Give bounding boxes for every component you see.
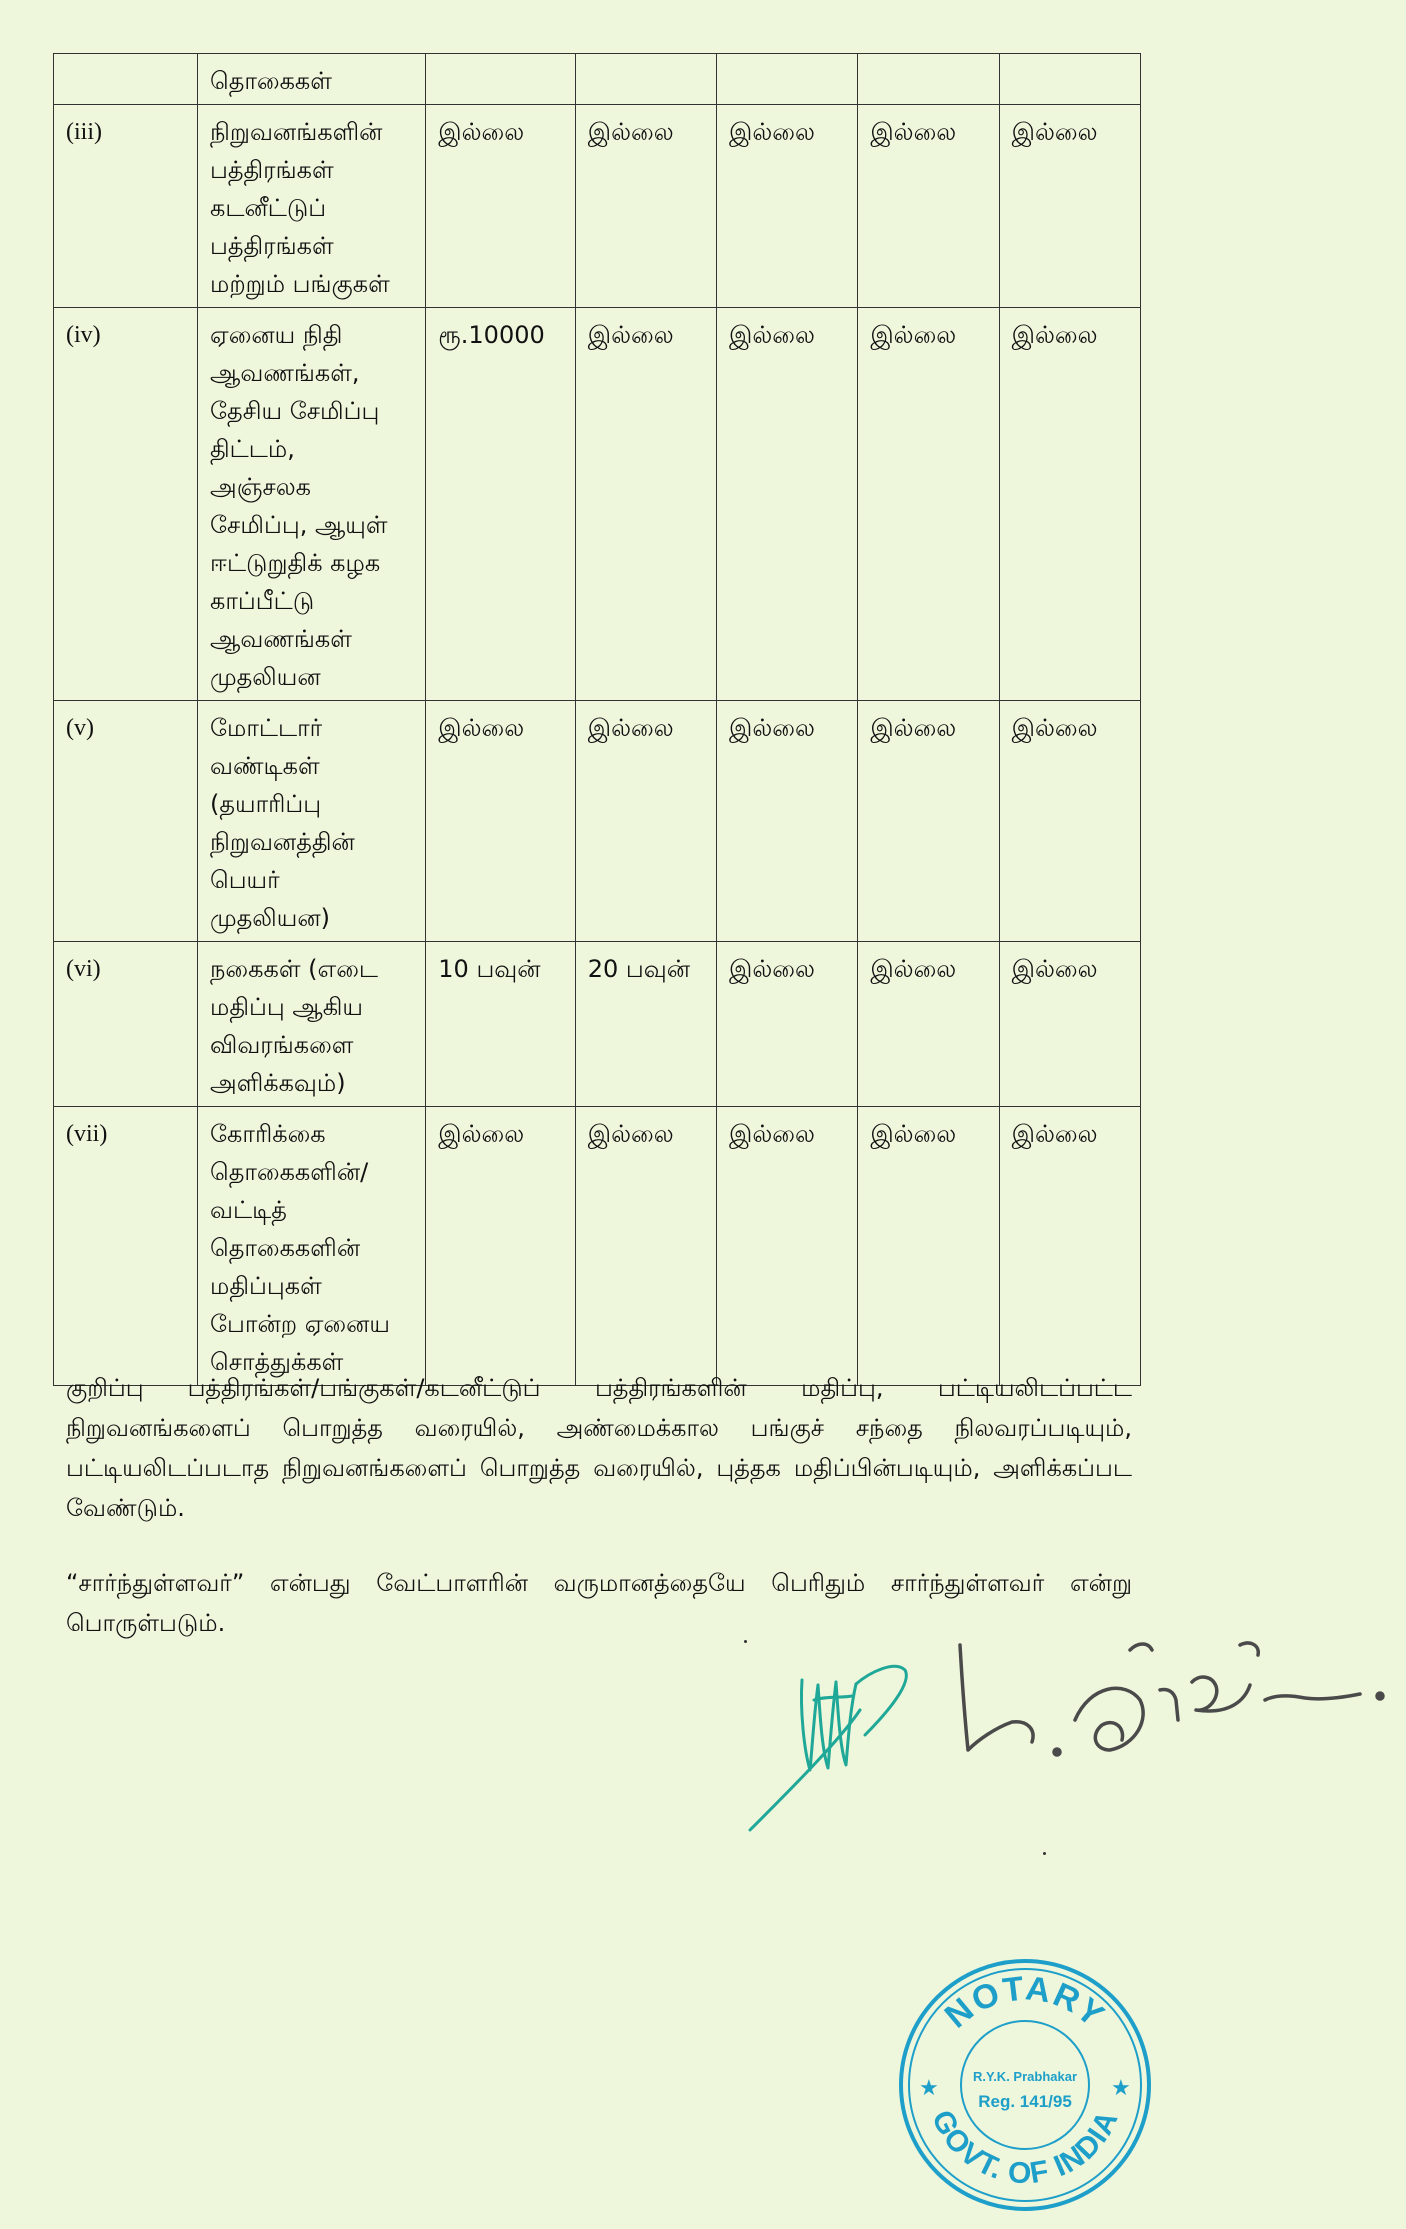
description-line: பெயர் xyxy=(210,866,280,894)
description-line: ஆவணங்கள், xyxy=(210,359,360,387)
value-cell: இல்லை xyxy=(717,308,858,701)
row-number-cell: (vii) xyxy=(54,1107,198,1386)
stamp-name: R.Y.K. Prabhakar xyxy=(972,2069,1078,2084)
description-line: காப்பீட்டு xyxy=(210,587,315,615)
row-description-cell xyxy=(198,1107,426,1386)
stamp-star-right: ★ xyxy=(1111,2076,1131,2101)
description-line: ஏனைய நிதி xyxy=(210,321,343,349)
row-number-cell: (vi) xyxy=(54,942,198,1107)
value-cell: இல்லை xyxy=(999,308,1140,701)
description-line: சொத்துக்கள் xyxy=(210,1348,344,1376)
signatures xyxy=(730,1600,1406,1900)
row-number-cell: (iv) xyxy=(54,308,198,701)
table-row xyxy=(54,942,1141,1107)
value-cell: இல்லை xyxy=(717,105,858,308)
value-cell: இல்லை xyxy=(426,701,575,942)
notary-stamp xyxy=(895,1955,1155,2215)
description-line: முதலியன) xyxy=(210,904,330,932)
dark-signature xyxy=(960,1643,1383,1755)
description-line: சேமிப்பு, ஆயுள் xyxy=(210,511,388,539)
value-cell: இல்லை xyxy=(999,701,1140,942)
value-cell: 10 பவுன் xyxy=(426,942,575,1107)
description-line: அஞ்சலக xyxy=(210,473,312,501)
speck xyxy=(744,1640,747,1643)
description-line: கடனீட்டுப் xyxy=(210,194,327,222)
row-description-cell xyxy=(198,942,426,1107)
stamp-star-left: ★ xyxy=(919,2076,939,2101)
assets-table xyxy=(53,53,1141,1386)
row-description-cell xyxy=(198,701,426,942)
description-line: நிறுவனத்தின் xyxy=(210,828,355,856)
description-line: பத்திரங்கள் xyxy=(210,156,334,184)
description-line: திட்டம், xyxy=(210,435,295,463)
value-cell: இல்லை xyxy=(999,1107,1140,1386)
value-cell xyxy=(717,54,858,105)
description-line: மதிப்பு ஆகிய xyxy=(210,993,363,1021)
description-line: நகைகள் (எடை xyxy=(210,955,379,983)
row-number-cell: (v) xyxy=(54,701,198,942)
value-cell xyxy=(858,54,999,105)
table-row xyxy=(54,701,1141,942)
description-line: கோரிக்கை xyxy=(210,1120,326,1148)
description-line: நிறுவனங்களின் xyxy=(210,118,383,146)
value-cell: இல்லை xyxy=(575,1107,716,1386)
row-description-cell xyxy=(198,308,426,701)
description-line: மற்றும் பங்குகள் xyxy=(210,270,390,298)
value-cell xyxy=(426,54,575,105)
note-text: பத்திரங்கள்/பங்குகள்/கடனீட்டுப் பத்திரங்களின் மதிப்பு, பட்டியலிடப்பட்ட நிறுவனங்களைப் பொறுத்த வரையில், அண்மைக்கால பங்குச் சந்தை நிலவரப்படியும், பட்டியலிடப்படாத நிறுவனங்களைப் பொறுத்த வரையில், புத்தக மதிப்பின்படியும், அளிக்கப்பட வேண்டும். xyxy=(66,1374,1132,1522)
row-number-cell: (iii) xyxy=(54,105,198,308)
value-cell: இல்லை xyxy=(575,701,716,942)
description-line: தேசிய சேமிப்பு xyxy=(210,397,380,425)
value-cell: இல்லை xyxy=(717,1107,858,1386)
table-row xyxy=(54,54,1141,105)
table-row xyxy=(54,1107,1141,1386)
value-cell: இல்லை xyxy=(858,701,999,942)
row-description-cell: தொகைகள் xyxy=(198,54,426,105)
value-cell: 20 பவுன் xyxy=(575,942,716,1107)
value-cell: ரூ.10000 xyxy=(426,308,575,701)
description-line: வண்டிகள் xyxy=(210,752,320,780)
note-paragraph xyxy=(66,1368,1132,1528)
description-line: தொகைகளின்/ xyxy=(210,1158,369,1186)
value-cell: இல்லை xyxy=(426,105,575,308)
stamp-top-text: NOTARY xyxy=(937,1969,1113,2036)
note-label: குறிப்பு xyxy=(66,1374,144,1402)
value-cell: இல்லை xyxy=(717,701,858,942)
value-cell: இல்லை xyxy=(575,308,716,701)
description-line: மதிப்புகள் xyxy=(210,1272,322,1300)
stamp-bottom-text: GOVT. OF INDIA xyxy=(925,2105,1125,2191)
definition-paragraph: “சார்ந்துள்ளவர்” என்பது வேட்பாளரின் வருமானத்தையே பெரிதும் சார்ந்துள்ளவர் என்று பொருள்படும். xyxy=(66,1569,1132,1637)
description-line: தொகைகளின் xyxy=(210,1234,361,1262)
description-line: போன்ற ஏனைய xyxy=(210,1310,390,1338)
description-line: வட்டித் xyxy=(210,1196,287,1224)
value-cell xyxy=(999,54,1140,105)
description-line: விவரங்களை xyxy=(210,1031,354,1059)
value-cell: இல்லை xyxy=(426,1107,575,1386)
description-line: ஆவணங்கள் xyxy=(210,625,352,653)
value-cell: இல்லை xyxy=(858,308,999,701)
row-description-cell xyxy=(198,105,426,308)
value-cell: இல்லை xyxy=(717,942,858,1107)
value-cell: இல்லை xyxy=(999,942,1140,1107)
value-cell: இல்லை xyxy=(999,105,1140,308)
value-cell: இல்லை xyxy=(858,942,999,1107)
description-line: (தயாரிப்பு xyxy=(210,790,322,818)
table-row xyxy=(54,308,1141,701)
teal-signature xyxy=(750,1666,906,1830)
description-line: ஈட்டுறுதிக் கழக xyxy=(210,549,381,577)
description-line: முதலியன xyxy=(210,663,321,691)
value-cell xyxy=(575,54,716,105)
value-cell: இல்லை xyxy=(858,105,999,308)
speck xyxy=(1043,1852,1046,1855)
row-number-cell xyxy=(54,54,198,105)
description-line: அளிக்கவும்) xyxy=(210,1069,346,1097)
description-line: பத்திரங்கள் xyxy=(210,232,334,260)
value-cell: இல்லை xyxy=(575,105,716,308)
table-row xyxy=(54,105,1141,308)
description-line: மோட்டார் xyxy=(210,714,323,742)
value-cell: இல்லை xyxy=(858,1107,999,1386)
stamp-reg: Reg. 141/95 xyxy=(978,2092,1072,2111)
